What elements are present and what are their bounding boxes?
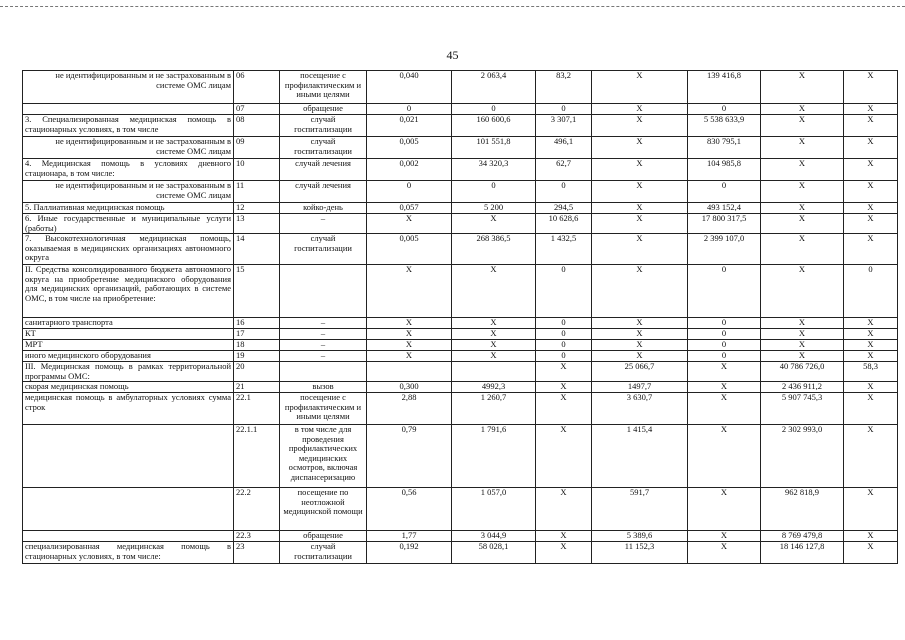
table-cell [280,362,367,382]
table-cell: X [367,351,452,362]
table-cell: 493 152,4 [688,203,761,214]
table-cell: X [844,542,898,564]
table-cell: случай госпитализации [280,137,367,159]
table-cell: 17 [234,329,280,340]
table-cell: обращение [280,531,367,542]
table-cell: X [592,159,688,181]
table-cell: 09 [234,137,280,159]
table-cell: 0,005 [367,137,452,159]
table-cell: X [592,351,688,362]
table-row [23,181,898,203]
table-cell: 830 795,1 [688,137,761,159]
table-cell: 0 [688,351,761,362]
table-cell: X [592,203,688,214]
table-cell: 14 [234,234,280,265]
table-cell: 1497,7 [592,382,688,393]
table-cell: случай госпитализации [280,115,367,137]
table-cell: 591,7 [592,488,688,531]
table-cell: X [688,382,761,393]
table-cell: 1 432,5 [536,234,592,265]
table-cell: X [844,531,898,542]
table-cell: X [844,488,898,531]
table-cell: 139 416,8 [688,71,761,104]
table-cell: не идентифицированным и не застрахованным в системе ОМС лицам [23,181,234,203]
table-cell: 268 386,5 [452,234,536,265]
table-row [23,234,898,265]
table-cell [23,104,234,115]
table-row [23,329,898,340]
table-cell: 10 [234,159,280,181]
table-cell: обращение [280,104,367,115]
table-cell: X [844,71,898,104]
table-cell: X [688,542,761,564]
table-cell: X [761,159,844,181]
table-cell: 1 260,7 [452,393,536,425]
table-cell: X [844,425,898,488]
table-cell: X [761,137,844,159]
table-row [23,203,898,214]
table-cell: 13 [234,214,280,234]
table-cell [23,425,234,488]
table-cell: – [280,351,367,362]
table-cell: 2 063,4 [452,71,536,104]
table-cell: 21 [234,382,280,393]
table-cell: X [844,329,898,340]
table-cell: X [761,181,844,203]
table-cell: X [367,340,452,351]
table-cell: МРТ [23,340,234,351]
table-cell: X [536,425,592,488]
table-cell: 58,3 [844,362,898,382]
table-cell: 15 [234,265,280,318]
table-cell: X [592,340,688,351]
table-cell: X [761,234,844,265]
table-row [23,425,898,488]
table-cell: случай госпитализации [280,234,367,265]
table-cell: не идентифицированным и не застрахованным в системе ОМС лицам [23,137,234,159]
table-cell: X [761,203,844,214]
table-cell: 17 800 317,5 [688,214,761,234]
table-cell: X [844,214,898,234]
table-cell: 18 [234,340,280,351]
table-cell: X [367,214,452,234]
table-cell: 0,002 [367,159,452,181]
table-cell: 22.1.1 [234,425,280,488]
table-cell: 20 [234,362,280,382]
table-cell: койко-день [280,203,367,214]
table-cell: 0 [536,318,592,329]
table-cell: вызов [280,382,367,393]
table-cell: случай лечения [280,159,367,181]
table-row [23,265,898,318]
table-cell: 0 [536,340,592,351]
table-cell: 0,79 [367,425,452,488]
table-cell: 5. Паллиативная медицинская помощь [23,203,234,214]
table-cell: X [452,340,536,351]
table-cell: 0 [452,104,536,115]
table-cell [367,362,452,382]
table-row [23,488,898,531]
document-table [22,70,898,564]
table-row [23,340,898,351]
table-row [23,137,898,159]
table-cell: 06 [234,71,280,104]
table-cell: 962 818,9 [761,488,844,531]
table-cell: 294,5 [536,203,592,214]
table-cell: X [844,159,898,181]
table-cell: X [536,542,592,564]
table-cell: X [367,318,452,329]
table-cell: X [844,382,898,393]
table-cell: X [592,115,688,137]
table-cell: 10 628,6 [536,214,592,234]
table-cell: 7. Высокотехнологичная медицинская помощь, оказываемая в медицинских организациях автономного округа [23,234,234,265]
table-cell: 58 028,1 [452,542,536,564]
table-cell: 0 [536,351,592,362]
table-cell: X [688,531,761,542]
table-cell: X [844,137,898,159]
table-cell: 0 [452,181,536,203]
table-cell: 3 307,1 [536,115,592,137]
table-cell: 101 551,8 [452,137,536,159]
table-cell: X [592,71,688,104]
table-cell: X [844,340,898,351]
table-cell: 22.1 [234,393,280,425]
table-cell: X [761,351,844,362]
page-number: 45 [446,48,459,62]
table-cell: 19 [234,351,280,362]
table-cell: X [536,531,592,542]
table-cell: X [688,488,761,531]
table-cell: 0 [688,329,761,340]
table-cell: случай госпитализации [280,542,367,564]
table-row [23,318,898,329]
table-cell: 0 [688,181,761,203]
table-cell: II. Средства консолидированного бюджета автономного округа на приобретение медицинского оборудования для медицинских организаций, работающих в системе ОМС, в том числе на приобретение: [23,265,234,318]
table-cell: 0 [367,104,452,115]
table-cell: X [688,393,761,425]
table-row [23,393,898,425]
table-cell: 0 [688,265,761,318]
table-row [23,214,898,234]
table-cell: 160 600,6 [452,115,536,137]
table-cell: 11 152,3 [592,542,688,564]
table-cell: X [761,214,844,234]
table-cell: 2,88 [367,393,452,425]
table-cell: 11 [234,181,280,203]
table-cell: X [761,340,844,351]
table-cell: 0 [844,265,898,318]
table-cell: – [280,340,367,351]
table-cell: 1,77 [367,531,452,542]
table-cell: X [844,351,898,362]
table-cell: X [761,329,844,340]
table-cell: 8 769 479,8 [761,531,844,542]
table-cell: санитарного транспорта [23,318,234,329]
table-cell: 0 [536,104,592,115]
table-cell: X [688,362,761,382]
table-cell: III. Медицинская помощь в рамках территориальной программы ОМС: [23,362,234,382]
table-cell: – [280,318,367,329]
table-cell: 3. Специализированная медицинская помощь в стационарных условиях, в том числе [23,115,234,137]
table-cell: случай лечения [280,181,367,203]
table-row [23,351,898,362]
table-cell: X [761,104,844,115]
table-cell: 40 786 726,0 [761,362,844,382]
table-cell: 0,300 [367,382,452,393]
table-cell: 3 044,9 [452,531,536,542]
table-cell: 0 [536,265,592,318]
table-cell: X [592,104,688,115]
table-cell: посещение с профилактическим и иными целями [280,71,367,104]
table-cell [23,531,234,542]
table-cell: X [452,214,536,234]
table-cell: иного медицинского оборудования [23,351,234,362]
table-cell: 6. Иные государственные и муниципальные услуги (работы) [23,214,234,234]
table-cell: 0,021 [367,115,452,137]
table-row [23,104,898,115]
table-cell [280,265,367,318]
table-cell: 0 [688,340,761,351]
scan-edge-line [0,6,905,7]
table-row [23,362,898,382]
table-cell: X [452,329,536,340]
table-cell [452,362,536,382]
table-cell: посещение с профилактическим и иными целями [280,393,367,425]
table-cell: 2 302 993,0 [761,425,844,488]
table-row [23,71,898,104]
table-cell: 0 [688,318,761,329]
table-cell: X [452,351,536,362]
table-cell: X [844,393,898,425]
table-cell: 18 146 127,8 [761,542,844,564]
table-cell: X [452,265,536,318]
table-cell: 22.2 [234,488,280,531]
table-cell: X [844,234,898,265]
table-cell: 0,057 [367,203,452,214]
table-cell: 62,7 [536,159,592,181]
table-cell: 25 066,7 [592,362,688,382]
table-cell: X [592,214,688,234]
table-cell: 5 389,6 [592,531,688,542]
table-cell: 2 436 911,2 [761,382,844,393]
table-cell [23,488,234,531]
table-cell: X [536,382,592,393]
table-cell: посещение по неотложной медицинской помощи [280,488,367,531]
table-cell: 0,56 [367,488,452,531]
table-cell: – [280,329,367,340]
table-cell: 5 907 745,3 [761,393,844,425]
table-cell: 2 399 107,0 [688,234,761,265]
table-cell: не идентифицированным и не застрахованным в системе ОМС лицам [23,71,234,104]
table-cell: 0 [688,104,761,115]
table-cell: 0 [536,181,592,203]
table-cell: специализированная медицинская помощь в стационарных условиях, в том числе: [23,542,234,564]
table-cell: 1 415,4 [592,425,688,488]
table-cell: 08 [234,115,280,137]
table-cell: 5 538 633,9 [688,115,761,137]
table-cell: скорая медицинская помощь [23,382,234,393]
table-cell: 22.3 [234,531,280,542]
table-cell: X [592,318,688,329]
table-row [23,542,898,564]
table-cell: 1 791,6 [452,425,536,488]
table-cell: X [844,104,898,115]
table-cell: X [592,181,688,203]
table-cell: 3 630,7 [592,393,688,425]
table-cell: 4992,3 [452,382,536,393]
table-cell: X [592,234,688,265]
table-cell: 5 200 [452,203,536,214]
table-cell: 0,005 [367,234,452,265]
table-cell: – [280,214,367,234]
table-cell: 12 [234,203,280,214]
table-cell: 16 [234,318,280,329]
table-cell: X [536,488,592,531]
table-cell: 83,2 [536,71,592,104]
table-cell: X [844,318,898,329]
table-cell: X [536,362,592,382]
table-cell: 07 [234,104,280,115]
table-cell: X [688,425,761,488]
table-row [23,115,898,137]
table-cell: медицинская помощь в амбулаторных условиях сумма строк [23,393,234,425]
table-cell: 104 985,8 [688,159,761,181]
table-cell: X [761,71,844,104]
table-row [23,382,898,393]
table-cell: X [844,115,898,137]
table-cell: X [367,265,452,318]
table-cell: 34 320,3 [452,159,536,181]
table-cell: 0,192 [367,542,452,564]
table-cell: X [367,329,452,340]
table-cell: 0 [536,329,592,340]
table-cell: 0 [367,181,452,203]
table-cell: 4. Медицинская помощь в условиях дневного стационара, в том числе: [23,159,234,181]
table-cell: X [592,329,688,340]
table-cell: X [844,203,898,214]
table-cell: X [761,115,844,137]
table-cell: 23 [234,542,280,564]
table-cell: X [452,318,536,329]
table-cell: 1 057,0 [452,488,536,531]
table-cell: X [536,393,592,425]
table-cell: 0,040 [367,71,452,104]
table-cell: X [761,318,844,329]
table-cell: X [592,265,688,318]
table-cell: X [592,137,688,159]
table-cell: в том числе для проведения профилактических медицинских осмотров, включая диспансеризацию [280,425,367,488]
table-row [23,531,898,542]
table-row [23,159,898,181]
table-cell: КТ [23,329,234,340]
table-cell: X [844,181,898,203]
table-cell: 496,1 [536,137,592,159]
table-cell: X [761,265,844,318]
